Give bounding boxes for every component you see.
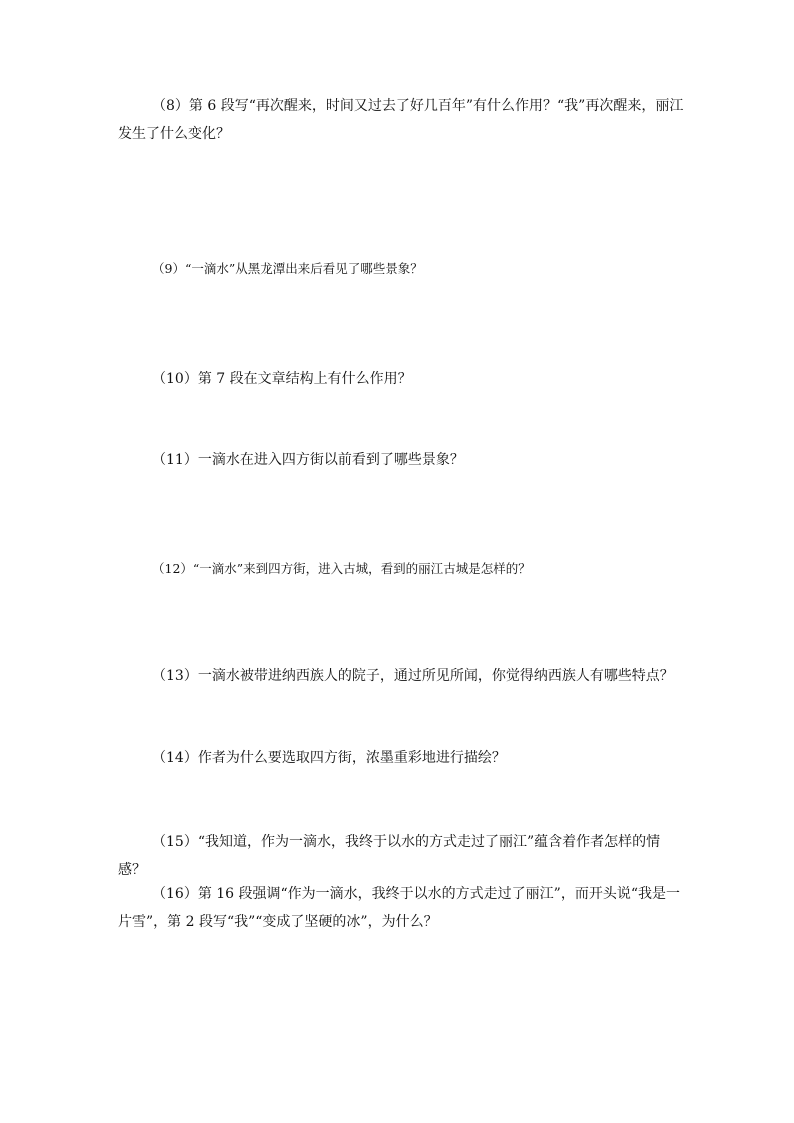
question-13: （13）一滴水被带进纳西族人的院子，通过所见所闻，你觉得纳西族人有哪些特点？ — [152, 668, 674, 684]
question-16: （16）第 16 段强调“作为一滴水，我终于以水的方式走过了丽江”，而开头说“我是一片雪”，第 2 段写“我”“变成了坚硬的冰”，为什么？ — [118, 886, 680, 930]
question-14: （14）作者为什么要选取四方街，浓墨重彩地进行描绘？ — [152, 750, 506, 766]
question-11: （11）一滴水在进入四方街以前看到了哪些景象？ — [152, 452, 464, 468]
question-15: （15）“我知道，作为一滴水，我终于以水的方式走过了丽江”蕴含着作者怎样的情感？ — [118, 834, 661, 878]
question-10: （10）第 7 段在文章结构上有什么作用？ — [152, 371, 412, 387]
question-9: （9）“一滴水”从黑龙潭出来后看见了哪些景象？ — [152, 261, 423, 276]
question-12: （12）“一滴水”来到四方街，进入古城，看到的丽江古城是怎样的？ — [152, 561, 531, 576]
question-8: （8）第 6 段写“再次醒来，时间又过去了好几百年”有什么作用？“我”再次醒来，丽江发生了什么变化？ — [118, 98, 684, 142]
